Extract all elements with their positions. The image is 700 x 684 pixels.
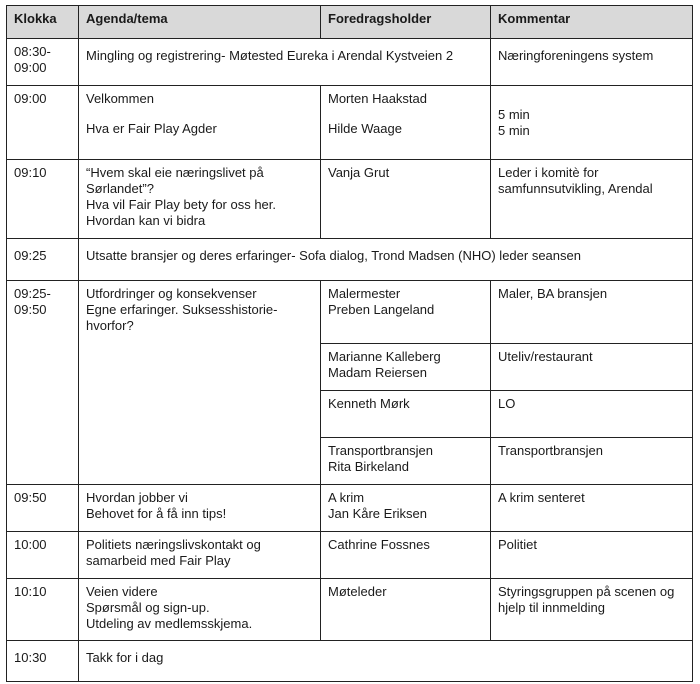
comment-cell <box>491 579 693 641</box>
speaker-line: A krim <box>328 490 365 505</box>
table-row <box>7 160 693 239</box>
time-cell <box>7 579 79 641</box>
comment-line: 5 min <box>498 107 530 122</box>
time-cell <box>7 86 79 160</box>
time-line: 10:30 <box>14 650 47 665</box>
speaker-line: Marianne Kalleberg <box>328 349 441 364</box>
comment-line: LO <box>498 396 516 411</box>
agenda-line: Behovet for å få inn tips! <box>86 506 227 521</box>
comment-line: Leder i komitè for <box>498 165 599 180</box>
time-line: 09:00 <box>14 60 47 75</box>
comment-cell <box>491 438 693 485</box>
agenda-cell <box>79 86 321 160</box>
speaker-cell <box>321 344 491 391</box>
table-row <box>7 532 693 579</box>
time-line: 10:00 <box>14 537 47 552</box>
agenda-text: Takk for i dag <box>86 650 164 665</box>
agenda-line: “Hvem skal eie næringslivet på <box>86 165 264 180</box>
speaker-cell <box>321 281 491 344</box>
table-row <box>7 579 693 641</box>
table-row <box>7 485 693 532</box>
comment-line: Transportbransjen <box>498 443 604 458</box>
time-cell <box>7 39 79 86</box>
time-line: 09:00 <box>14 91 47 106</box>
comment-line: Uteliv/restaurant <box>498 349 593 364</box>
time-line: 09:25 <box>14 248 47 263</box>
comment-cell <box>491 485 693 532</box>
speaker-cell <box>321 532 491 579</box>
agenda-cell <box>79 39 491 86</box>
speaker-cell <box>321 579 491 641</box>
table-row <box>7 641 693 682</box>
comment-line: samfunnsutvikling, Arendal <box>498 181 653 196</box>
table-row <box>7 86 693 160</box>
time-line: 08:30- <box>14 44 51 59</box>
speaker-line: Hilde Waage <box>328 121 402 136</box>
speaker-line: Malermester <box>328 286 401 301</box>
comment-line: hjelp til innmelding <box>498 600 605 615</box>
agenda-line: samarbeid med Fair Play <box>86 553 231 568</box>
speaker-line: Transportbransjen <box>328 443 434 458</box>
speaker-cell <box>321 160 491 239</box>
comment-line: Politiet <box>498 537 538 552</box>
speaker-line: Cathrine Fossnes <box>328 537 430 552</box>
agenda-table <box>6 5 693 682</box>
comment-line: A krim senteret <box>498 490 585 505</box>
speaker-line: Kenneth Mørk <box>328 396 410 411</box>
speaker-cell <box>321 485 491 532</box>
comment-line: Styringsgruppen på scenen og <box>498 584 675 599</box>
header-row <box>7 6 693 39</box>
agenda-line: Utdeling av medlemsskjema. <box>86 616 253 631</box>
table-row <box>7 281 693 344</box>
speaker-line: Morten Haakstad <box>328 91 427 106</box>
speaker-line: Møteleder <box>328 584 387 599</box>
agenda-cell <box>79 239 693 281</box>
time-line: 10:10 <box>14 584 47 599</box>
agenda-line: Utfordringer og konsekvenser <box>86 286 257 301</box>
time-cell <box>7 485 79 532</box>
agenda-line: Spørsmål og sign-up. <box>86 600 210 615</box>
agenda-line: hvorfor? <box>86 318 134 333</box>
speaker-line: Rita Birkeland <box>328 459 409 474</box>
agenda-line: Velkommen <box>86 91 154 106</box>
header-agenda: Agenda/tema <box>79 6 321 39</box>
comment-cell <box>491 39 693 86</box>
agenda-text: Mingling og registrering- Møtested Eureka i Arendal Kystveien 2 <box>86 48 454 63</box>
header-time: Klokka <box>7 6 79 39</box>
agenda-line: Politiets næringslivskontakt og <box>86 537 261 552</box>
time-line: 09:25- <box>14 286 51 301</box>
comment-cell <box>491 532 693 579</box>
agenda-line: Sørlandet”? <box>86 181 154 196</box>
agenda-cell <box>79 281 321 485</box>
time-line: 09:50 <box>14 490 47 505</box>
comment-cell <box>491 344 693 391</box>
speaker-line: Jan Kåre Eriksen <box>328 506 427 521</box>
time-line: 09:10 <box>14 165 47 180</box>
time-cell <box>7 641 79 682</box>
comment-cell <box>491 160 693 239</box>
header-comment: Kommentar <box>491 6 693 39</box>
agenda-cell <box>79 579 321 641</box>
agenda-text: Utsatte bransjer og deres erfaringer- Sofa dialog, Trond Madsen (NHO) leder seansen <box>86 248 581 263</box>
agenda-line: Hva vil Fair Play bety for oss her. <box>86 197 277 212</box>
comment-cell <box>491 281 693 344</box>
speaker-line: Vanja Grut <box>328 165 390 180</box>
speaker-cell <box>321 391 491 438</box>
agenda-line: Hva er Fair Play Agder <box>86 121 217 136</box>
comment-text: Næringforeningens system <box>498 48 654 63</box>
time-cell <box>7 160 79 239</box>
agenda-line: Hvordan jobber vi <box>86 490 188 505</box>
table-row <box>7 39 693 86</box>
agenda-cell <box>79 485 321 532</box>
agenda-cell <box>79 641 693 682</box>
speaker-cell <box>321 86 491 160</box>
time-cell <box>7 239 79 281</box>
speaker-line: Preben Langeland <box>328 302 435 317</box>
time-line: 09:50 <box>14 302 47 317</box>
comment-line: Maler, BA bransjen <box>498 286 608 301</box>
comment-cell <box>491 391 693 438</box>
time-cell <box>7 281 79 485</box>
agenda-cell <box>79 532 321 579</box>
header-speaker: Foredragsholder <box>321 6 491 39</box>
comment-cell <box>491 86 693 160</box>
speaker-cell <box>321 438 491 485</box>
time-cell <box>7 532 79 579</box>
comment-line: 5 min <box>498 123 530 138</box>
agenda-line: Hvordan kan vi bidra <box>86 213 206 228</box>
table-row <box>7 239 693 281</box>
agenda-line: Veien videre <box>86 584 158 599</box>
agenda-cell <box>79 160 321 239</box>
speaker-line: Madam Reiersen <box>328 365 427 380</box>
agenda-line: Egne erfaringer. Suksesshistorie- <box>86 302 278 317</box>
